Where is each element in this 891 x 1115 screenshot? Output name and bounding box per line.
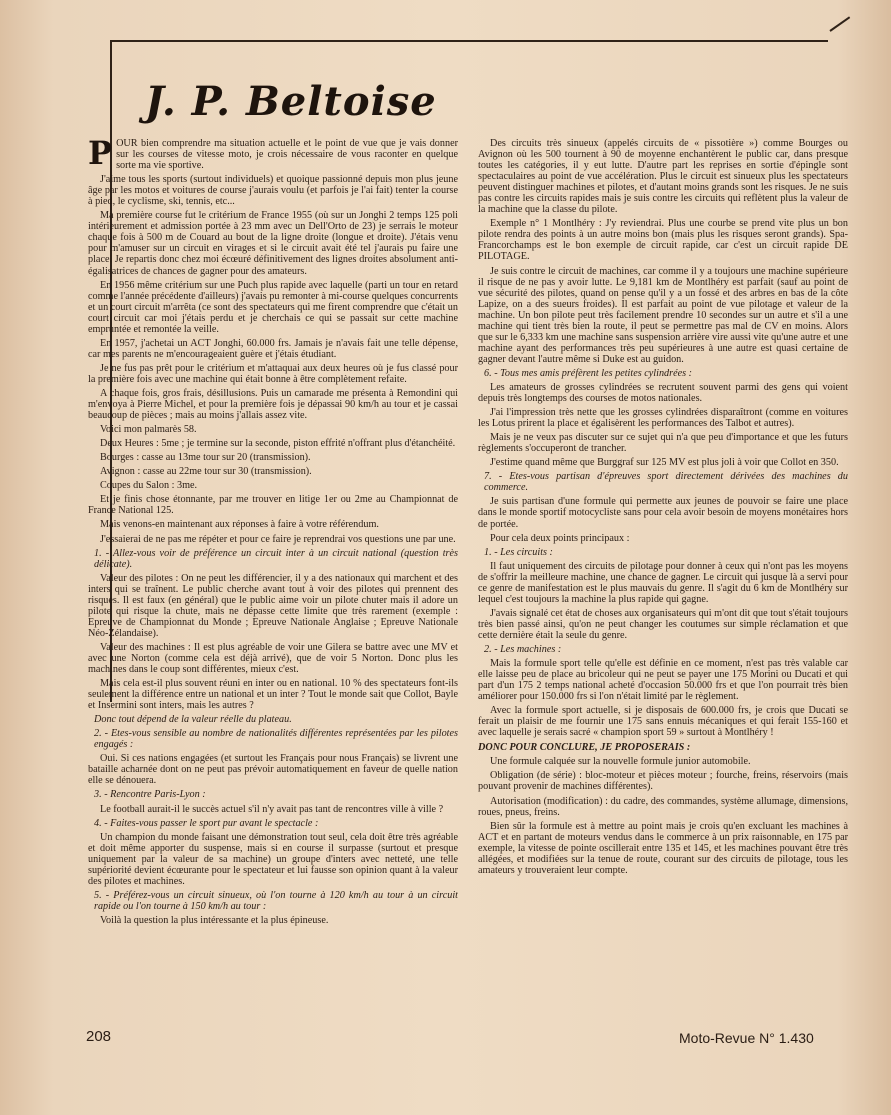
paragraph: Avec la formule sport actuelle, si je disposais de 600.000 frs, je crois que Ducati se ferait un plaisir de me fournir une 175 sans ennuis mécaniques et qui ferait 155-160 et avec laquelle je serais sacré « champion sport 59 » surtout à Montlhéry !: [478, 705, 848, 739]
paragraph: Bien sûr la formule est à mettre au point mais je crois qu'en excluant les machines à ACT et en partant de moteurs vendus dans le commerce à un prix raisonnable, en 175 par exemple, la vitesse de pointe oscillerait entre 135 et 145, et les machines pouvant être très allégées, et modifiées sur la tenue de route, courant sur des circuits de pilotage, tous les amateurs y trouveraient leur compte.: [478, 820, 848, 876]
paragraph: 1. - Allez-vous voir de préférence un circuit inter à un circuit national (question très délicate).: [94, 547, 458, 570]
page-number: 208: [86, 1028, 112, 1045]
paragraph: Exemple n° 1 Montlhéry : J'y reviendrai. Plus une courbe se prend vite plus un bon pilote rendra des points à un autre moins bon (mais plus les risques seront grands). Spa-Francorchamps est le bon exemple de circuit rapide, car c'est un circuit rapide DE PILOTAGE.: [478, 218, 848, 263]
paragraph: Le football aurait-il le succès actuel s'il n'y avait pas tant de rencontres ville à ville ?: [100, 803, 444, 815]
paragraph: 2. - Etes-vous sensible au nombre de nationalités différentes représentées par les pilotes engagés :: [94, 728, 458, 751]
paragraph: Obligation (de série) : bloc-moteur et pièces moteur ; fourche, freins, réservoirs (mais pouvant provenir de machines différentes).: [478, 770, 848, 793]
magazine-issue: Moto-Revue N° 1.430: [679, 1030, 814, 1046]
article-title: J. P. Beltoise: [145, 78, 437, 125]
paragraph: Mais cela est-il plus souvent réuni en inter ou en national. 10 % des spectateurs font-ils seulement la différence entre un national et un inter ? Tout le monde sait que Collot, Bayle et Insermini sont inters, mais les autres ?: [88, 678, 458, 712]
paragraph: 2. - Les machines :: [484, 643, 562, 655]
paragraph: J'avais signalé cet état de choses aux organisateurs qui m'ont dit que tout s'était toujours très bien passé ainsi, qu'on ne peut changer les coutumes sur simple réclamation et que cette dernière était la seule du genre.: [478, 607, 848, 641]
paragraph: Des circuits très sinueux (appelés circuits de « pissotière ») comme Bourges ou Avignon où les 500 tournent à 90 de moyenne enchantèrent le public car, dans presque toutes les catégories, il y eut lutte. D'autre part les reprises en sortie d'épingle sont spectaculaires au point de vue accélération. Plus le circuit est sinueux plus les spectateurs peuvent distinguer machines et pilotes, et d'autant moins grands sont les risques. Je ne suis pas contre les circuits rapides mais je suis contre les circuits qui reflètent plus la valeur de la machine que la classe du pilote.: [478, 138, 848, 216]
paragraph: Un champion du monde faisant une démonstration tout seul, cela doit être très agréable et doit même apporter du suspense, mais si en course il surpasse (surtout et presque uniquement par la valeur de sa machine) un groupe d'inters avec netteté, une telle supériorité devient écœurante pour le spectateur et lui fausse son opinion quant à la valeur des pilotes et machines.: [88, 831, 458, 887]
paragraph: Voilà la question la plus intéressante et la plus épineuse.: [100, 914, 329, 926]
paragraph: Autorisation (modification) : du cadre, des commandes, système allumage, dimensions, roues, pneus, freins.: [478, 795, 848, 818]
paragraph: Ma première course fut le critérium de France 1955 (où sur un Jonghi 2 temps 125 poli intérieurement et admission portée à 23 mm avec un Dell'Orto de 23) je serrais le moteur chaque fois à 500 m de Couard au bout de la ligne droite (longue et droite). J'étais venu pour m'amuser sur un circuit en virages et si le circuit avait été tel j'aurais pu faire une place. Je repartis donc chez moi écœuré définitivement des lignes droites absolument anti-égalisatrices de chances de gagner pour des amateurs.: [88, 210, 458, 277]
paragraph: En 1957, j'achetai un ACT Jonghi, 60.000 frs. Jamais je n'avais fait une telle dépense, car mes parents ne m'encourageaient guère et j'étais étudiant.: [88, 337, 458, 360]
paragraph: 1. - Les circuits :: [484, 546, 553, 558]
paragraph: Et je finis chose étonnante, par me trouver en litige 1er ou 2me au Championnat de France National 125.: [88, 494, 458, 517]
paragraph: Pour cela deux points principaux :: [490, 532, 630, 544]
paragraph: Valeur des machines : Il est plus agréable de voir une Gilera se battre avec une MV et avec une Norton (comme cela est déjà arrivé), que de voir 5 Norton. Donc plus les machines dans le coup sont différentes, mieux c'est.: [88, 641, 458, 676]
paragraph: Je suis contre le circuit de machines, car comme il y a toujours une machine supérieure il risque de ne pas y avoir lutte. Le 9,181 km de Montlhéry est parfait (sauf au point de vue sécurité des pilotes, quand on pense qu'il y a un fossé et des arbres en bas de la côte Lapize, on a des sueurs froides). Il est parfait au point de vue pilotage et valeur de la machine. Un bon pilote peut très facilement prendre 10 secondes sur un autre et s'il a une machine qui tient très bien la route, il peut se permettre pas mal de CV en moins. Alors que sur le 6,333 km une machine sans suspension arrière vire aussi vite qu'une autre et une machine ayant des performances très peu supérieures à une autre est quasi certaine de gagner devant l'autre même si Duke est au guidon.: [478, 265, 848, 365]
paragraph: Donc tout dépend de la valeur réelle du plateau.: [94, 714, 292, 726]
paragraph: Oui. Si ces nations engagées (et surtout les Français pour nous Français) se livrent une bataille acharnée dont on ne peut pas prévoir automatiquement en faveur de quelle nation elle se dénouera.: [88, 753, 458, 787]
paragraph: A chaque fois, gros frais, désillusions. Puis un camarade me présenta à Remondini qui m'envoya à Pierre Michel, et pour la première fois je dépassai 90 km/h au tour et je cassai beaucoup de pièces ; mais au moins j'allais assez vite.: [88, 387, 458, 422]
paragraph: Bourges : casse au 13me tour sur 20 (transmission).: [100, 452, 311, 464]
paragraph: DONC POUR CONCLURE, JE PROPOSERAIS :: [478, 742, 691, 754]
paragraph: Deux Heures : 5me ; je termine sur la seconde, piston effrité n'offrant plus d'étanchéité.: [100, 438, 456, 450]
paragraph: Coupes du Salon : 3me.: [100, 480, 198, 492]
paragraph: Je ne fus pas prêt pour le critérium et m'attaquai aux deux heures où je fus classé pour la première fois avec une machine qui était bonne à être complètement refaite.: [88, 362, 458, 385]
paragraph: [88, 138, 458, 171]
paragraph: 4. - Faites-vous passer le sport pur avant le spectacle :: [94, 817, 319, 829]
paragraph: Il faut uniquement des circuits de pilotage pour donner à ceux qui n'ont pas les moyens de s'offrir la meilleure machine, une chance de gagner. Le circuit qui jusque là a servi pour ce genre de manifestation est le plus mauvais du genre. Il s'agit du 6 km de Montlhéry sur lequel c'est toujours la machine la plus rapide qui gagne.: [478, 560, 848, 605]
paragraph: Avignon : casse au 22me tour sur 30 (transmission).: [100, 466, 312, 478]
paragraph-text: OUR bien comprendre ma situation actuelle et le point de vue que je vais donner sur les courses de vitesse moto, je crois nécessaire de vous raconter en quelque sorte ma vie sportive.: [116, 138, 458, 172]
left-column: [88, 138, 458, 1018]
drop-cap: P: [88, 138, 113, 172]
paragraph: J'estime quand même que Burggraf sur 125 MV est plus joli à voir que Collot en 350.: [490, 457, 839, 469]
paragraph: Mais je ne veux pas discuter sur ce sujet qui n'a que peu d'importance et que les futurs règlements s'occuperont de trancher.: [478, 432, 848, 455]
paragraph: Mais la formule sport telle qu'elle est définie en ce moment, n'est pas très valable car elle laisse peu de place au bricoleur qui ne peut se payer une 175 Morini ou Ducati et qui part d'un 175 2 temps national acheté d'occasion 50.000 frs et que l'on pourrait très bien améliorer pour 150.000 frs si l'on n'était limité par le règlement.: [478, 658, 848, 703]
paragraph: J'aime tous les sports (surtout individuels) et quoique passionné depuis mon plus jeune âge par les motos et voitures de course j'aurais voulu (et parfois je l'ai fait) tenter la course à pied, le cyclisme, ski, tennis, etc...: [88, 174, 458, 208]
paragraph: 7. - Etes-vous partisan d'épreuves sport directement dérivées des machines du commerce.: [484, 471, 848, 494]
paragraph: En 1956 même critérium sur une Puch plus rapide avec laquelle (parti un tour en retard comme l'année précédente d'ailleurs) j'avais pu remonter à mi-course quelques concurrents et un court circuit m'arrêta (ce sont des spectateurs qui me firent comprendre que c'était un court circuit car moi j'étais perdu et je cherchais ce qui se passait sur cette machine empruntée et remontée la veille.: [88, 279, 458, 335]
paragraph: Je suis partisan d'une formule qui permette aux jeunes de pouvoir se faire une place dans le monde sportif motocycliste sans pour cela avoir besoin de moyens monétaires hors de portée.: [478, 496, 848, 530]
paragraph: 3. - Rencontre Paris-Lyon :: [94, 789, 206, 801]
paragraph: J'essaierai de ne pas me répéter et pour ce faire je reprendrai vos questions une par une.: [100, 533, 456, 545]
paragraph: Les amateurs de grosses cylindrées se recrutent souvent parmi des gens qui voient depuis très longtemps des courses de motos nationales.: [478, 381, 848, 405]
paragraph: Mais venons-en maintenant aux réponses à faire à votre référendum.: [100, 519, 379, 531]
paragraph: Voici mon palmarès 58.: [100, 424, 197, 436]
paragraph: J'ai l'impression très nette que les grosses cylindrées disparaîtront (comme en voitures les Lotus prirent la place et égalisèrent les performances des Talbot et autres).: [478, 407, 848, 430]
paragraph: Une formule calquée sur la nouvelle formule junior automobile.: [490, 756, 751, 768]
paragraph: Valeur des pilotes : On ne peut les différencier, il y a des nationaux qui marchent et des inters qui se traînent. Le public cherche avant tout à voir des pilotes qui prennent des risques. Il est faux (en général) que le public aime voir un pilote chuter mais il adore un pilote qui risque la chute, mais ne dépasse cette limite que très rarement (exemple : Epreuve de Championnat du Monde ; Epreuve Nationale Anglaise ; Epreuve Nationale Néo-Zélandaise).: [88, 572, 458, 639]
paragraph: 6. - Tous mes amis préfèrent les petites cylindrées :: [484, 367, 693, 379]
paragraph: 5. - Préférez-vous un circuit sinueux, où l'on tourne à 120 km/h au tour à un circuit rapide ou l'on tourne à 150 km/h au tour :: [94, 889, 458, 912]
right-column: [478, 138, 848, 1018]
